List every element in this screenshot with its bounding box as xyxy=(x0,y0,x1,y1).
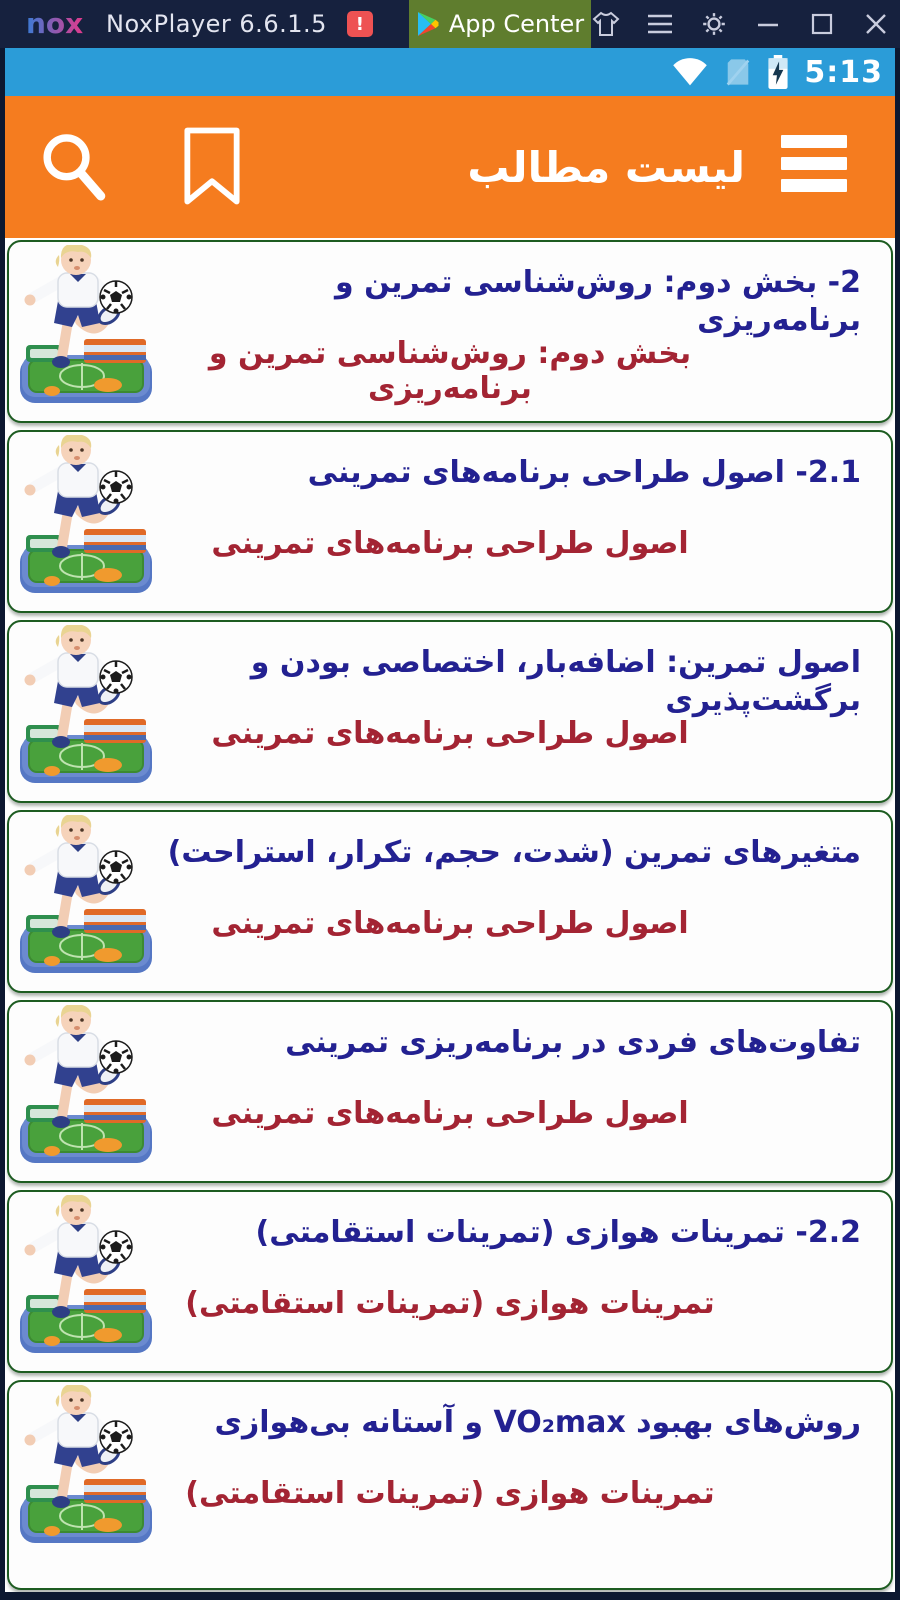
item-title: 2- بخش دوم: روش‌شناسی تمرین و برنامه‌ریزی xyxy=(335,265,861,338)
list-item[interactable] xyxy=(7,810,893,993)
soccer-boy-image xyxy=(12,245,162,405)
maximize-icon[interactable] xyxy=(808,10,836,38)
status-time: 5:13 xyxy=(804,54,883,90)
list-item[interactable] xyxy=(7,240,893,423)
minimize-icon[interactable] xyxy=(754,10,782,38)
list-item[interactable] xyxy=(7,1000,893,1183)
item-subtitle: اصول طراحی برنامه‌های تمرینی xyxy=(211,716,689,751)
menu-bar xyxy=(781,157,847,170)
search-icon[interactable] xyxy=(41,132,107,202)
soccer-boy-image xyxy=(12,1195,162,1355)
battery-charging-icon xyxy=(767,55,789,89)
item-title: متغیرهای تمرین (شدت، حجم، تکرار، استراحت) xyxy=(167,835,861,870)
nox-logo-icon xyxy=(26,8,90,40)
menu-icon[interactable] xyxy=(781,135,847,192)
nox-logo-text: nox xyxy=(26,8,84,40)
soccer-boy-image xyxy=(12,435,162,595)
app-header xyxy=(5,96,895,238)
list-item[interactable] xyxy=(7,1380,893,1590)
list-item[interactable] xyxy=(7,430,893,613)
wifi-icon xyxy=(671,57,709,87)
titlebar xyxy=(0,0,900,48)
window-title: NoxPlayer 6.6.1.5 xyxy=(106,10,327,38)
titlebar-controls xyxy=(592,0,890,48)
bookmark-icon[interactable] xyxy=(183,126,241,206)
item-subtitle: اصول طراحی برنامه‌های تمرینی xyxy=(211,906,689,941)
page-title: لیست مطالب xyxy=(467,142,745,192)
contents-list xyxy=(5,238,895,1592)
item-subtitle: اصول طراحی برنامه‌های تمرینی xyxy=(211,1096,689,1131)
no-sim-icon xyxy=(724,56,752,88)
menu-icon[interactable] xyxy=(646,10,674,38)
skin-icon[interactable] xyxy=(592,10,620,38)
notification-badge[interactable]: ! xyxy=(347,11,373,37)
list-item[interactable] xyxy=(7,620,893,803)
app-center-button[interactable] xyxy=(409,0,591,48)
item-title: 2.2- تمرینات هوازی (تمرینات استقامتی) xyxy=(255,1215,861,1250)
app-center-label: App Center xyxy=(448,10,585,38)
soccer-boy-image xyxy=(12,1005,162,1165)
menu-bar xyxy=(781,135,847,148)
item-subtitle: تمرینات هوازی (تمرینات استقامتی) xyxy=(185,1286,715,1321)
item-title: تفاوت‌های فردی در برنامه‌ریزی تمرینی xyxy=(285,1025,861,1060)
soccer-boy-image xyxy=(12,1385,162,1545)
settings-icon[interactable] xyxy=(700,10,728,38)
list-item[interactable] xyxy=(7,1190,893,1373)
item-subtitle: بخش دوم: روش‌شناسی تمرین و برنامه‌ریزی xyxy=(208,336,692,406)
item-subtitle: اصول طراحی برنامه‌های تمرینی xyxy=(211,526,689,561)
android-screen xyxy=(5,48,895,1592)
status-bar xyxy=(5,48,895,96)
close-icon[interactable] xyxy=(862,10,890,38)
menu-bar xyxy=(781,179,847,192)
soccer-boy-image xyxy=(12,815,162,975)
soccer-boy-image xyxy=(12,625,162,785)
item-title: روش‌های بهبود VO₂max و آستانه بی‌هوازی xyxy=(214,1405,861,1440)
google-play-icon xyxy=(416,11,440,37)
item-title: 2.1- اصول طراحی برنامه‌های تمرینی xyxy=(307,455,861,490)
item-title: اصول تمرین: اضافه‌بار، اختصاصی بودن و برگشت‌پذیری xyxy=(250,645,861,718)
item-subtitle: تمرینات هوازی (تمرینات استقامتی) xyxy=(185,1476,715,1511)
